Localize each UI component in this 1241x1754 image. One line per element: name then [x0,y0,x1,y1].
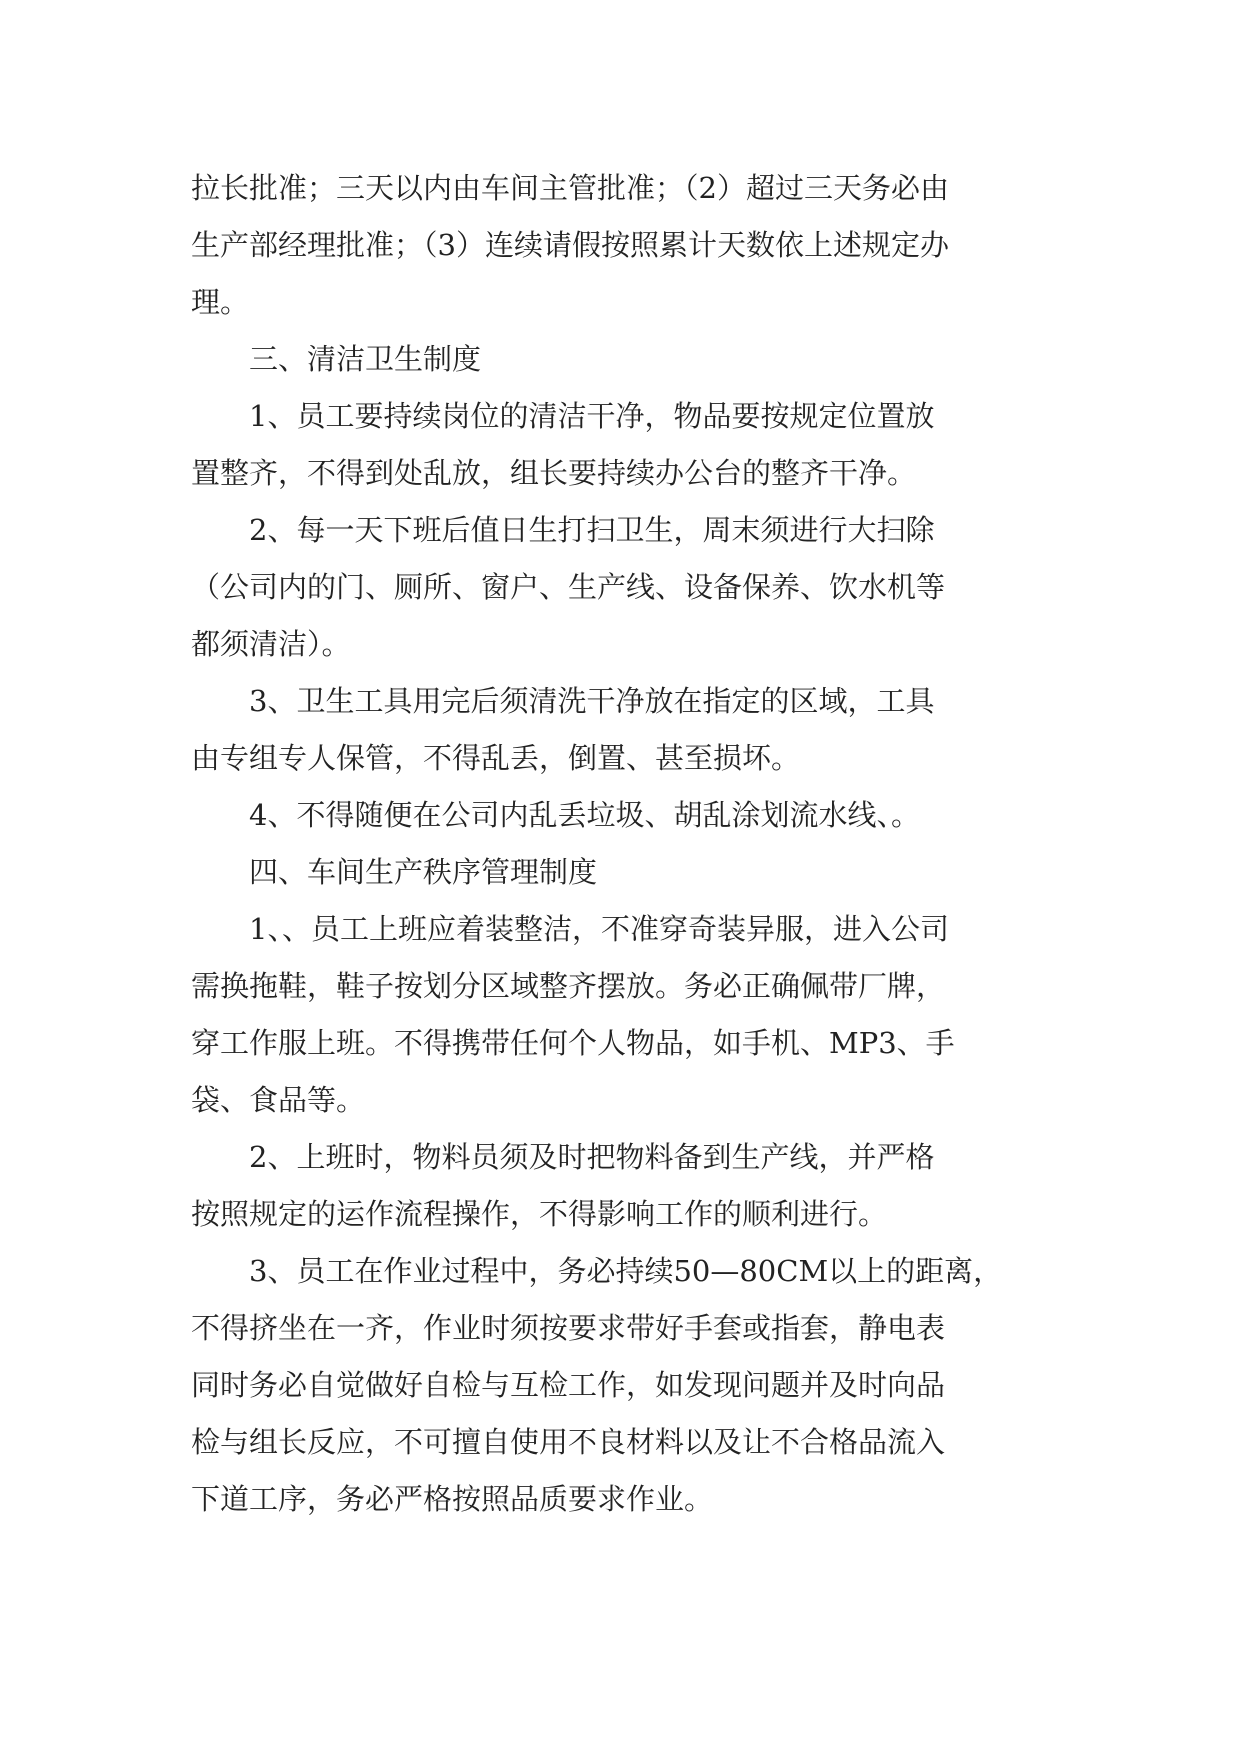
text-line: 4、不得随便在公司内乱丢垃圾、胡乱涂划流水线、。 [249,798,920,832]
text-line: 1、员工要持续岗位的清洁干净，物品要按规定位置放 [249,399,935,433]
section-heading: 三、清洁卫生制度 [249,342,482,376]
text-line: 穿工作服上班。不得携带任何个人物品，如手机、MP3、手 [191,1026,955,1060]
text-line: 检与组长反应，不可擅自使用不良材料以及让不合格品流入 [191,1425,946,1459]
text-line: 都须清洁）。 [191,627,351,661]
text-line: 需换拖鞋，鞋子按划分区域整齐摆放。务必正确佩带厂牌， [191,969,946,1003]
text-line: 拉长批准；三天以内由车间主管批准；（2）超过三天务必由 [191,171,949,205]
text-line: 3、卫生工具用完后须清洗干净放在指定的区域，工具 [249,684,935,718]
text-line: 生产部经理批准；（3）连续请假按照累计天数依上述规定办 [191,228,949,262]
text-line: 袋、食品等。 [191,1083,366,1117]
text-line: 理。 [191,285,250,319]
text-line: 1、、员工上班应着装整洁，不准穿奇装异服，进入公司 [249,912,949,946]
text-line: 3、员工在作业过程中，务必持续50—80CM以上的距离， [249,1254,1003,1288]
text-line: 按照规定的运作流程操作，不得影响工作的顺利进行。 [191,1197,888,1231]
text-line: （公司内的门、厕所、窗户、生产线、设备保养、饮水机等 [191,570,946,604]
document-body [191,160,1051,1528]
text-line: 同时务必自觉做好自检与互检工作，如发现问题并及时向品 [191,1368,946,1402]
text-line: 不得挤坐在一齐，作业时须按要求带好手套或指套，静电表 [191,1311,946,1345]
text-line: 置整齐，不得到处乱放，组长要持续办公台的整齐干净。 [191,456,917,490]
text-line: 下道工序，务必严格按照品质要求作业。 [191,1482,714,1516]
text-line: 由专组专人保管，不得乱丢，倒置、甚至损坏。 [191,741,801,775]
text-line: 2、每一天下班后值日生打扫卫生，周末须进行大扫除 [249,513,935,547]
section-heading: 四、车间生产秩序管理制度 [249,855,598,889]
text-line: 2、上班时，物料员须及时把物料备到生产线，并严格 [249,1140,935,1174]
